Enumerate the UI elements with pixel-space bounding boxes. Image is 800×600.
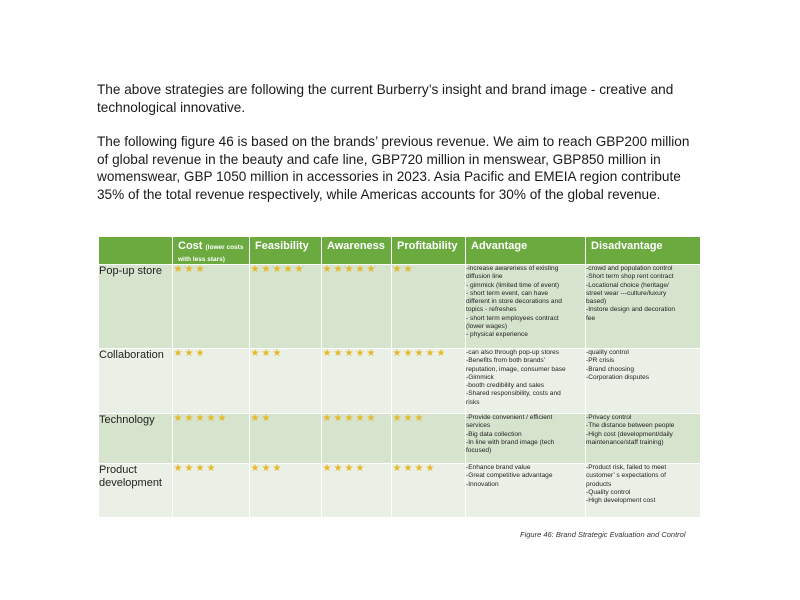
rating-cost [173, 464, 250, 518]
star-icon: ★ [195, 348, 205, 359]
disadvantage-line: -Product risk, failed to meet [586, 464, 667, 471]
header-disadvantage: Disadvantage [586, 237, 701, 265]
disadvantage-line: -Instore design and decoration [586, 306, 676, 314]
revenue-paragraph [97, 133, 707, 203]
advantage-line: - gimmick (limited time of event) [466, 281, 560, 289]
star-icon: ★ [344, 264, 354, 275]
advantage-line: focused) [466, 447, 492, 455]
star-rating [392, 414, 465, 424]
star-icon: ★ [414, 463, 424, 474]
star-icon: ★ [250, 413, 260, 424]
strategy-name-line: Technology [99, 414, 155, 426]
star-icon: ★ [184, 413, 194, 424]
advantage-line: -Innovation [466, 480, 499, 488]
advantage-line: diffusion line [466, 273, 503, 281]
star-icon: ★ [425, 463, 435, 474]
star-icon: ★ [322, 413, 332, 424]
star-rating [322, 464, 391, 474]
advantage-line: -Big data collection [466, 430, 522, 438]
advantage-line: - short term event, can have [466, 289, 549, 297]
star-icon: ★ [333, 264, 343, 275]
text-line: 35% of the total revenue respectively, while Americas accounts for 30% of the global revenue. [97, 186, 661, 202]
star-icon: ★ [414, 413, 424, 424]
rating-cost [173, 414, 250, 464]
advantage-line: risks [466, 398, 480, 406]
disadvantage-line: -crowd and population control [586, 265, 673, 272]
disadvantage-line: customer’ s expectations of [586, 472, 666, 480]
star-icon: ★ [355, 463, 365, 474]
star-rating [322, 414, 391, 424]
star-rating [322, 265, 391, 275]
header-profitability: Profitability [392, 237, 466, 265]
header-cost-note-1: (lower costs [205, 244, 244, 251]
advantage-line: -In line with brand image (tech [466, 438, 555, 446]
advantage-line: -Shared responsibility, costs and [466, 390, 561, 398]
star-icon: ★ [184, 463, 194, 474]
rating-profitability [392, 349, 466, 414]
header-cost [173, 237, 250, 265]
star-rating [392, 265, 465, 275]
header-feasibility: Feasibility [250, 237, 322, 265]
star-icon: ★ [173, 264, 183, 275]
rating-cost [173, 265, 250, 349]
star-icon: ★ [206, 413, 216, 424]
rating-feasibility [250, 265, 322, 349]
star-icon: ★ [403, 348, 413, 359]
star-icon: ★ [195, 463, 205, 474]
star-icon: ★ [272, 348, 282, 359]
disadvantage-line: -High development cost [586, 497, 656, 505]
star-icon: ★ [184, 348, 194, 359]
table-row [99, 464, 701, 518]
strategy-name-line: Collaboration [99, 349, 164, 361]
star-icon: ★ [173, 463, 183, 474]
text-line: of global revenue in the beauty and cafe line, GBP720 million in menswear, GBP850 million in [97, 151, 661, 167]
disadvantage-line: -Privacy control [586, 414, 632, 421]
advantage-line: -Enhance brand value [466, 464, 531, 471]
advantage-line: topics - refreshes [466, 306, 517, 314]
disadvantage-line: -Brand choosing [586, 365, 635, 373]
row-strategy-name [99, 349, 173, 414]
star-icon: ★ [366, 264, 376, 275]
star-icon: ★ [195, 413, 205, 424]
rating-cost [173, 349, 250, 414]
advantage-notes [466, 414, 586, 464]
rating-awareness [322, 414, 392, 464]
advantage-notes [466, 265, 586, 349]
star-icon: ★ [333, 348, 343, 359]
star-icon: ★ [366, 413, 376, 424]
advantage-line: different in store decorations and [466, 298, 562, 306]
disadvantage-notes [586, 349, 701, 414]
star-icon: ★ [261, 463, 271, 474]
star-icon: ★ [403, 463, 413, 474]
star-icon: ★ [425, 348, 435, 359]
disadvantage-line: -PR crisis [586, 357, 615, 365]
disadvantage-line: maintenance/staff training) [586, 438, 664, 446]
star-icon: ★ [206, 463, 216, 474]
star-icon: ★ [355, 264, 365, 275]
table-body [99, 265, 701, 518]
figure-caption: Figure 46: Brand Strategic Evaluation and Control [520, 530, 686, 539]
star-icon: ★ [322, 463, 332, 474]
row-strategy-name [99, 265, 173, 349]
star-icon: ★ [355, 413, 365, 424]
star-icon: ★ [436, 348, 446, 359]
text-line: womenswear, GBP 1050 million in accessories in 2023. Asia Pacific and EMEIA region contribute [97, 169, 681, 184]
header-cost-label: Cost [178, 240, 203, 252]
header-advantage: Advantage [466, 237, 586, 265]
star-icon: ★ [173, 413, 183, 424]
rating-feasibility [250, 464, 322, 518]
star-icon: ★ [344, 413, 354, 424]
star-icon: ★ [250, 463, 260, 474]
star-icon: ★ [355, 348, 365, 359]
strategy-evaluation-table [98, 236, 701, 518]
star-rating [392, 349, 465, 359]
star-icon: ★ [333, 413, 343, 424]
disadvantage-notes [586, 464, 701, 518]
advantage-line: -Gimmick [466, 373, 494, 381]
text-line: The above strategies are following the current Burberry’s insight and brand image - creative and [97, 82, 674, 97]
star-rating [250, 464, 321, 474]
strategy-name-line: development [99, 477, 162, 489]
star-icon: ★ [184, 264, 194, 275]
strategy-name-line: Product [99, 464, 137, 476]
table-row [99, 265, 701, 349]
header-blank-cell [99, 237, 173, 265]
disadvantage-line: -quality control [586, 349, 629, 356]
table-row [99, 349, 701, 414]
star-icon: ★ [414, 348, 424, 359]
advantage-line: -increase awareness of existing [466, 265, 559, 272]
row-strategy-name [99, 414, 173, 464]
advantage-line: -Benefits from both brands' [466, 357, 545, 365]
advantage-notes [466, 464, 586, 518]
star-rating [173, 349, 249, 359]
header-awareness: Awareness [322, 237, 392, 265]
row-strategy-name [99, 464, 173, 518]
header-cost-note-2: with less stars) [178, 256, 225, 263]
rating-awareness [322, 349, 392, 414]
disadvantage-line: -Corporation disputes [586, 373, 650, 381]
rating-feasibility [250, 414, 322, 464]
rating-feasibility [250, 349, 322, 414]
disadvantage-line: street wear ---culture/luxury [586, 289, 667, 297]
star-rating [250, 349, 321, 359]
disadvantage-notes [586, 414, 701, 464]
star-icon: ★ [392, 463, 402, 474]
table-row [99, 414, 701, 464]
star-icon: ★ [217, 413, 227, 424]
star-rating [173, 414, 249, 424]
advantage-line: -booth credibility and sales [466, 382, 545, 390]
star-icon: ★ [283, 264, 293, 275]
strategy-name-line: Pop-up store [99, 265, 162, 277]
star-icon: ★ [403, 264, 413, 275]
star-icon: ★ [261, 348, 271, 359]
disadvantage-line: based) [586, 298, 607, 306]
star-rating [322, 349, 391, 359]
star-rating [173, 265, 249, 275]
star-icon: ★ [344, 348, 354, 359]
star-icon: ★ [366, 348, 376, 359]
star-rating [173, 464, 249, 474]
star-icon: ★ [272, 264, 282, 275]
star-icon: ★ [392, 348, 402, 359]
star-icon: ★ [272, 463, 282, 474]
star-icon: ★ [333, 463, 343, 474]
disadvantage-line: -Short term shop rent contract [586, 273, 674, 281]
text-line: The following figure 46 is based on the brands’ previous revenue. We aim to reach GBP200 million [97, 134, 690, 149]
advantage-line: services [466, 422, 491, 430]
star-icon: ★ [195, 264, 205, 275]
star-icon: ★ [173, 348, 183, 359]
star-icon: ★ [261, 264, 271, 275]
rating-profitability [392, 414, 466, 464]
advantage-notes [466, 349, 586, 414]
star-rating [392, 464, 465, 474]
advantage-line: -Provide convenient / efficient [466, 414, 553, 421]
disadvantage-line: -Locational choice (heritage/ [586, 281, 669, 289]
disadvantage-line: -Quality control [586, 488, 631, 496]
rating-awareness [322, 464, 392, 518]
advantage-line: - physical experience [466, 331, 528, 339]
text-line: technological innovative. [97, 99, 246, 115]
star-icon: ★ [261, 413, 271, 424]
star-icon: ★ [403, 413, 413, 424]
star-icon: ★ [322, 264, 332, 275]
star-icon: ★ [250, 264, 260, 275]
advantage-line: (lower wages) [466, 323, 508, 331]
star-icon: ★ [344, 463, 354, 474]
disadvantage-notes [586, 265, 701, 349]
intro-paragraph [97, 81, 707, 116]
star-icon: ★ [392, 413, 402, 424]
star-rating [250, 414, 321, 424]
star-rating [250, 265, 321, 275]
advantage-line: reputation, image, consumer base [466, 365, 566, 373]
disadvantage-line: -The distance between people [586, 422, 675, 430]
advantage-line: -can also through pop-up stores [466, 349, 560, 356]
star-icon: ★ [250, 348, 260, 359]
rating-profitability [392, 265, 466, 349]
table-header-row [99, 237, 701, 265]
disadvantage-line: -High cost (development/daily [586, 430, 673, 438]
star-icon: ★ [392, 264, 402, 275]
star-icon: ★ [322, 348, 332, 359]
star-icon: ★ [294, 264, 304, 275]
advantage-line: -Great competitive advantage [466, 472, 553, 480]
disadvantage-line: products [586, 480, 612, 488]
advantage-line: - short term employees contract [466, 314, 559, 322]
rating-awareness [322, 265, 392, 349]
rating-profitability [392, 464, 466, 518]
disadvantage-line: fee [586, 314, 596, 322]
